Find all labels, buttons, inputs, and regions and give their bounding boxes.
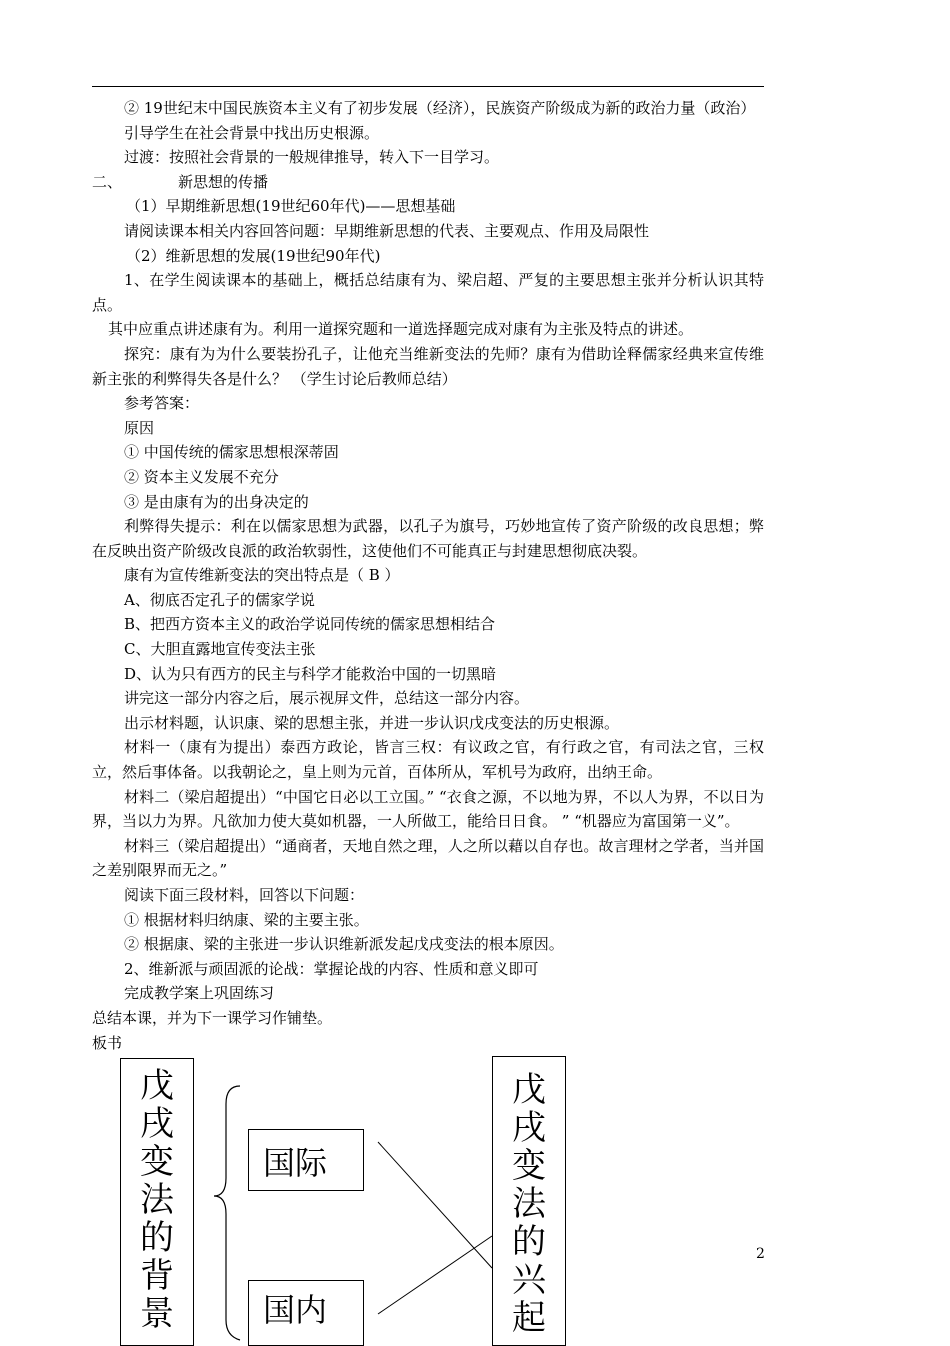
option-b: B、把西方资本主义的政治学说同传统的儒家思想相结合: [124, 615, 496, 634]
material-one: 材料一（康有为提出）泰西方政论，皆言三权：有议政之官，有行政之官，有司法之官，三权立，然后事体备。以我朝论之，皇上则为元首，百体所从，军机号为政府，出纳王命。: [92, 738, 764, 782]
paragraph: 出示材料题，认识康、梁的思想主张，并进一步认识戊戌变法的历史根源。: [124, 713, 620, 732]
option-d: D、认为只有西方的民主与科学才能救治中国的一切黑暗: [124, 664, 497, 683]
paragraph: ② 资本主义发展不充分: [124, 467, 279, 486]
domestic-label: 国内: [263, 1291, 328, 1329]
paragraph: 板书: [92, 1033, 123, 1052]
page-number: 2: [756, 1246, 765, 1262]
paragraph: 讲完这一部分内容之后，展示视屏文件，总结这一部分内容。: [124, 689, 530, 708]
paragraph: 原因: [124, 418, 155, 437]
section-number: 二、: [92, 172, 123, 191]
paragraph: 其中应重点讲述康有为。利用一道探究题和一道选择题完成对康有为主张及特点的讲述。: [108, 320, 694, 339]
paragraph: ③ 是由康有为的出身决定的: [124, 492, 309, 511]
paragraph: 2、维新派与顽固派的论战：掌握论战的内容、性质和意义即可: [124, 959, 539, 978]
option-a: A、彻底否定孔子的儒家学说: [124, 590, 315, 609]
rise-title: 戊戌变法的兴起: [512, 1070, 546, 1338]
connector-line: [378, 1142, 492, 1268]
paragraph: 完成教学案上巩固练习: [124, 984, 275, 1003]
paragraph: 总结本课，并为下一课学习作铺垫。: [92, 1008, 333, 1027]
paragraph: 请阅读课本相关内容回答问题：早期维新思想的代表、主要观点、作用及局限性: [124, 221, 650, 240]
paragraph: ② 根据康、梁的主张进一步认识维新派发起戊戌变法的根本原因。: [124, 935, 564, 954]
paragraph: 1、在学生阅读课本的基础上，概括总结康有为、梁启超、严复的主要思想主张并分析认识其特点。: [92, 271, 764, 314]
paragraph: 阅读下面三段材料，回答以下问题：: [124, 886, 365, 904]
paragraph: 引导学生在社会背景中找出历史根源。: [124, 123, 380, 142]
option-c: C、大胆直露地宣传变法主张: [124, 640, 316, 659]
international-label: 国际: [263, 1144, 328, 1182]
paragraph: 探究：康有为为什么要装扮孔子，让他充当维新变法的先师？康有为借助诠释儒家经典来宣传维新主张的利弊得失各是什么？ （学生讨论后教师总结）: [92, 344, 764, 388]
paragraph: 利弊得失提示：利在以儒家思想为武器，以孔子为旗号，巧妙地宣传了资产阶级的改良思想；弊在反映出资产阶级改良派的政治软弱性，这使他们不可能真正与封建思想彻底决裂。: [92, 517, 764, 560]
paragraph: 过渡：按照社会背景的一般规律推导，转入下一目学习。: [124, 148, 500, 167]
material-three: 材料三（梁启超提出）“通商者，天地自然之理，人之所以藉以自存也。故言理材之学者，当并国之差别限界而无之。”: [92, 836, 764, 880]
paragraph: 参考答案：: [124, 394, 200, 413]
domestic-box: [248, 1280, 364, 1346]
paragraph: （1）早期维新思想(19世纪60年代)——思想基础: [126, 197, 456, 216]
paragraph: ① 根据材料归纳康、梁的主要主张。: [124, 910, 369, 929]
material-two: 材料二（梁启超提出）“中国它日必以工立国。” “衣食之源，不以地为界，不以人为界，不以日为界，当以力为界。凡欲加力使大莫如机器，一人所做工，能给日日食。 ” “机器应为富国第一义”。: [92, 787, 764, 831]
paragraph: ② 19世纪末中国民族资本主义有了初步发展（经济），民族资产阶级成为新的政治力量（政治）: [124, 99, 756, 117]
paragraph: 康有为宣传维新变法的突出特点是（ B ）: [124, 566, 400, 585]
background-title-box: [120, 1058, 194, 1346]
brace-shape: [214, 1086, 240, 1340]
rise-title-box: [492, 1056, 566, 1346]
paragraph: ① 中国传统的儒家思想根深蒂固: [124, 443, 339, 462]
paragraph: （2）维新思想的发展(19世纪90年代): [126, 246, 381, 265]
background-title: 戊戌变法的背景: [140, 1066, 174, 1334]
international-box: [248, 1129, 364, 1191]
section-title: 新思想的传播: [178, 172, 269, 191]
connector-line: [378, 1236, 492, 1314]
